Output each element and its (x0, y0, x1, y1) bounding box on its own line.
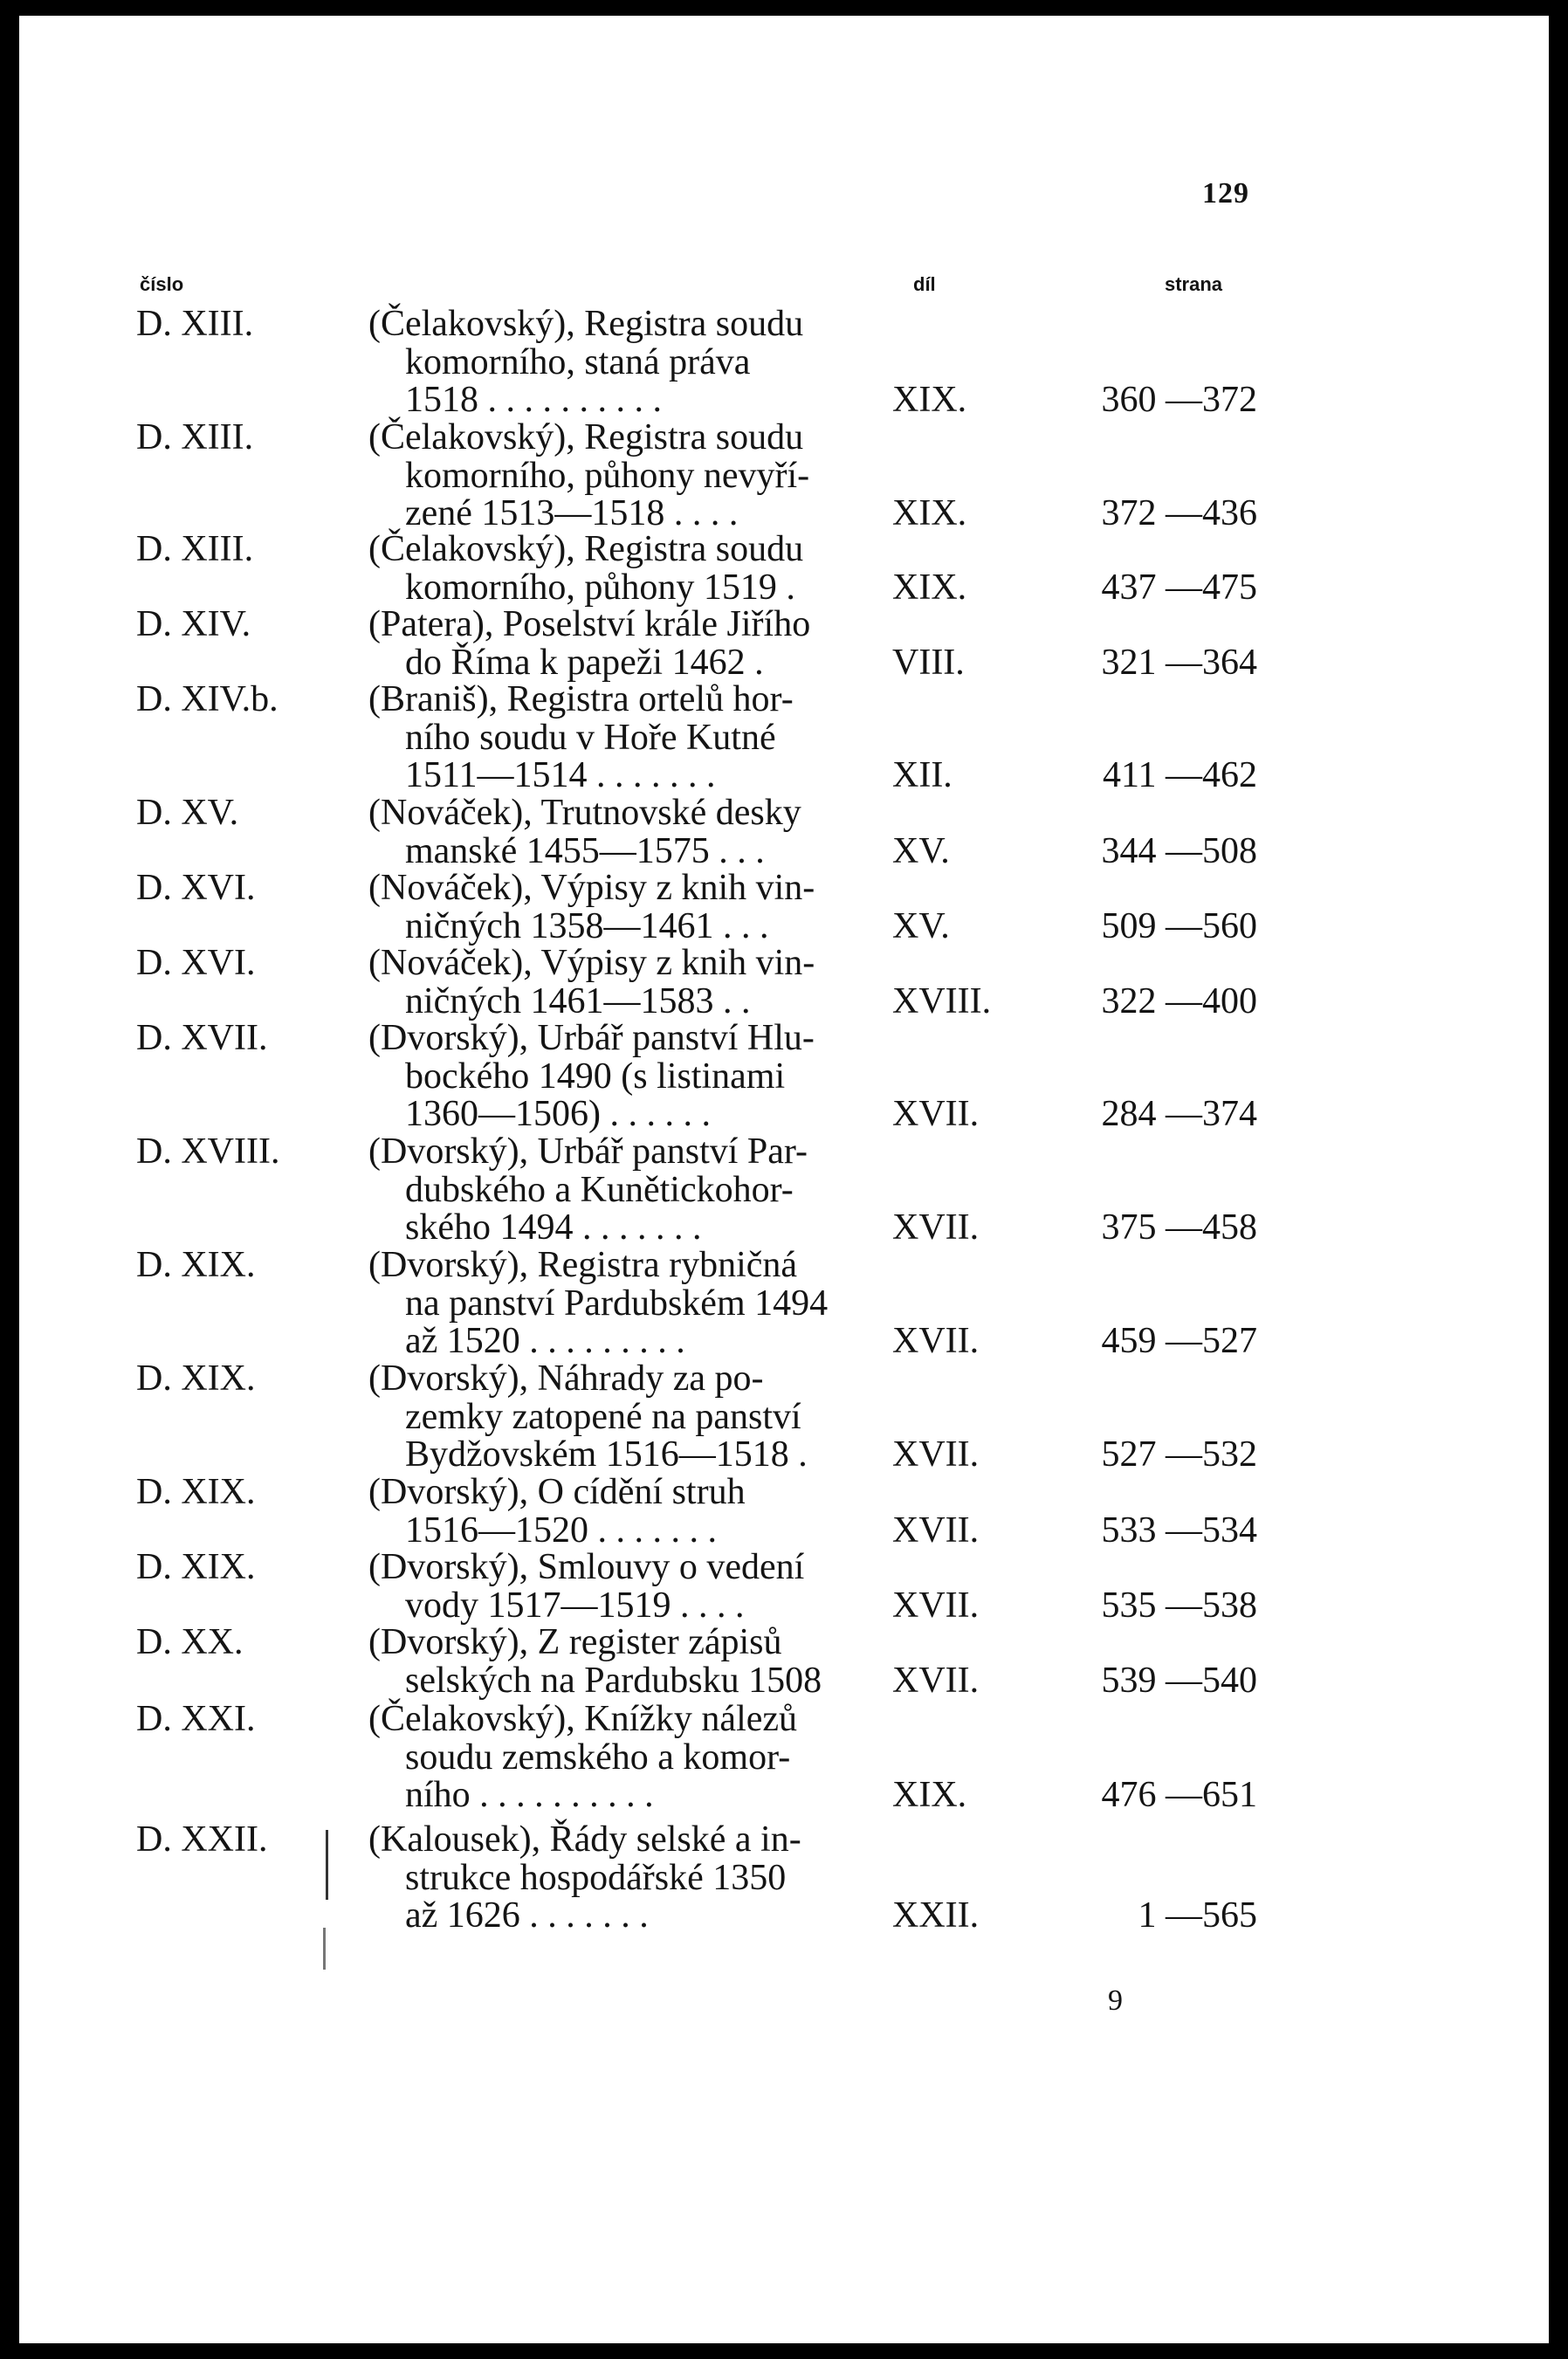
book-page (19, 16, 1549, 2343)
entry-title (368, 1821, 863, 1936)
entry-title (368, 794, 863, 870)
entry-part: XIX. (892, 493, 967, 533)
entry-title-line: (Čelakovský), Knížky nálezů (368, 1699, 798, 1739)
entry-title-line: (Dvorský), O cídění struh (368, 1472, 746, 1512)
column-header-dil: díl (913, 273, 936, 295)
page-number: 129 (1202, 177, 1249, 210)
entry-title-line: ského 1494 . . . . . . . (405, 1207, 702, 1248)
entry-title-line: ničných 1461—1583 . . (405, 980, 751, 1021)
entry-title (368, 1701, 863, 1815)
entry-number: D. XIII. (136, 529, 254, 569)
entry-pages: 527 —532 (1101, 1434, 1257, 1475)
entry-part: XIX. (892, 567, 967, 608)
entry-number: D. XVI. (136, 868, 256, 908)
entry-title-line: (Dvorský), Smlouvy o vedení (368, 1547, 805, 1587)
entry-title-line: až 1520 . . . . . . . . . (405, 1321, 685, 1361)
margin-mark (326, 1830, 328, 1900)
entry-number: D. XXI. (136, 1699, 256, 1739)
entry-number: D. XVI. (136, 943, 256, 983)
entry-title-line: komorního, půhony 1519 . (405, 567, 795, 608)
entry-title (368, 1360, 863, 1475)
entry-pages: 344 —508 (1101, 830, 1257, 871)
margin-mark (323, 1928, 326, 1970)
entry-title (368, 1020, 863, 1134)
entry-title (368, 606, 863, 682)
entry-number: D. XVIII. (136, 1131, 280, 1172)
entry-title-line: (Nováček), Výpisy z knih vin- (368, 868, 815, 908)
entry-title-line: 1511—1514 . . . . . . . (405, 755, 716, 795)
entry-pages: 321 —364 (1101, 642, 1257, 683)
entry-title (368, 1247, 863, 1361)
entry-title-line: (Čelakovský), Registra soudu (368, 417, 804, 457)
column-header-strana: strana (1165, 273, 1223, 295)
entry-title-line: (Patera), Poselství krále Jiřího (368, 604, 811, 644)
entry-title (368, 306, 863, 420)
entry-part: XII. (892, 755, 952, 795)
entry-title-line: 1518 . . . . . . . . . . (405, 380, 662, 420)
entry-title (368, 945, 863, 1021)
entry-number: D. XIV.b. (136, 679, 279, 719)
entry-pages: 284 —374 (1101, 1094, 1257, 1134)
entry-part: XVII. (892, 1434, 980, 1475)
entry-part: XVII. (892, 1660, 980, 1701)
entry-part: XIX. (892, 380, 967, 420)
entry-number: D. XIV. (136, 604, 251, 644)
printer-signature: 9 (1108, 1984, 1123, 2017)
entry-title-line: 1360—1506) . . . . . . (405, 1094, 711, 1134)
entry-title (368, 1474, 863, 1550)
entry-title (368, 1549, 863, 1625)
entry-title-line: manské 1455—1575 . . . (405, 830, 765, 871)
entry-title-line: (Nováček), Výpisy z knih vin- (368, 943, 815, 983)
entry-title-line: ničných 1358—1461 . . . (405, 905, 769, 946)
entry-part: XIX. (892, 1775, 967, 1815)
entry-title-line: do Říma k papeži 1462 . (405, 642, 764, 683)
entry-title-line: (Dvorský), Urbář panství Par- (368, 1131, 808, 1172)
entry-pages: 360 —372 (1101, 380, 1257, 420)
entry-title-line: komorního, půhony nevyří- (405, 455, 810, 496)
entry-number: D. XIX. (136, 1358, 256, 1399)
entry-title-line: (Dvorský), Registra rybničná (368, 1245, 798, 1285)
entry-title-line: zené 1513—1518 . . . . (405, 493, 739, 533)
entry-title (368, 419, 863, 533)
entry-pages: 411 —462 (1103, 755, 1257, 795)
entry-part: XV. (892, 905, 950, 946)
entry-title (368, 870, 863, 946)
entry-title-line: komorního, staná práva (405, 341, 751, 382)
entry-part: XVII. (892, 1585, 980, 1626)
entry-pages: 437 —475 (1101, 567, 1257, 608)
entry-title-line: ního soudu v Hoře Kutné (405, 717, 776, 758)
entry-title-line: (Čelakovský), Registra soudu (368, 304, 804, 344)
entry-number: D. XXII. (136, 1819, 268, 1860)
entry-pages: 509 —560 (1101, 905, 1257, 946)
entry-number: D. XIII. (136, 417, 254, 457)
entry-title-line: ního . . . . . . . . . . (405, 1775, 654, 1815)
entry-title-line: (Nováček), Trutnovské desky (368, 793, 801, 833)
entry-title-line: až 1626 . . . . . . . (405, 1895, 649, 1936)
entry-title-line: strukce hospodářské 1350 (405, 1857, 787, 1898)
entry-title-line: Bydžovském 1516—1518 . (405, 1434, 808, 1475)
entry-title-line: (Dvorský), Náhrady za po- (368, 1358, 764, 1399)
entry-pages: 322 —400 (1101, 980, 1257, 1021)
entry-title-line: (Čelakovský), Registra soudu (368, 529, 804, 569)
entry-part: VIII. (892, 642, 965, 683)
entry-title-line: na panství Pardubském 1494 (405, 1283, 829, 1324)
entry-pages: 459 —527 (1101, 1321, 1257, 1361)
entry-title-line: (Dvorský), Urbář panství Hlu- (368, 1018, 815, 1058)
entry-number: D. XX. (136, 1622, 244, 1662)
entry-part: XVII. (892, 1094, 980, 1134)
entry-part: XXII. (892, 1895, 980, 1936)
entry-title-line: vody 1517—1519 . . . . (405, 1585, 745, 1626)
entry-pages: 535 —538 (1101, 1585, 1257, 1626)
entry-title-line: zemky zatopené na panství (405, 1396, 801, 1437)
entry-part: XVII. (892, 1321, 980, 1361)
entry-pages: 1 —565 (1138, 1895, 1257, 1936)
entry-number: D. XV. (136, 793, 239, 833)
entry-title-line: bockého 1490 (s listinami (405, 1056, 786, 1097)
entry-title (368, 531, 863, 607)
entry-number: D. XVII. (136, 1018, 268, 1058)
entry-title-line: (Dvorský), Z register zápisů (368, 1622, 782, 1662)
entry-pages: 476 —651 (1101, 1775, 1257, 1815)
column-header-cislo: číslo (140, 273, 184, 295)
entry-number: D. XIII. (136, 304, 254, 344)
entry-title-line: dubského a Kunětickohor- (405, 1169, 794, 1210)
entry-title (368, 1133, 863, 1248)
entry-part: XVIII. (892, 980, 992, 1021)
entry-number: D. XIX. (136, 1547, 256, 1587)
entry-part: XVII. (892, 1207, 980, 1248)
entry-part: XVII. (892, 1510, 980, 1551)
entry-pages: 539 —540 (1101, 1660, 1257, 1701)
entry-pages: 375 —458 (1101, 1207, 1257, 1248)
entry-pages: 533 —534 (1101, 1510, 1257, 1551)
entry-title-line: (Kalousek), Řády selské a in- (368, 1819, 801, 1860)
entry-part: XV. (892, 830, 950, 871)
entry-title-line: (Braniš), Registra ortelů hor- (368, 679, 794, 719)
entry-title-line: soudu zemského a komor- (405, 1737, 791, 1778)
entry-title-line: selských na Pardubsku 1508 (405, 1660, 822, 1701)
entry-number: D. XIX. (136, 1245, 256, 1285)
entry-number: D. XIX. (136, 1472, 256, 1512)
entry-title-line: 1516—1520 . . . . . . . (405, 1510, 717, 1551)
entry-title (368, 1624, 863, 1700)
entry-title (368, 681, 863, 795)
entry-pages: 372 —436 (1101, 493, 1257, 533)
